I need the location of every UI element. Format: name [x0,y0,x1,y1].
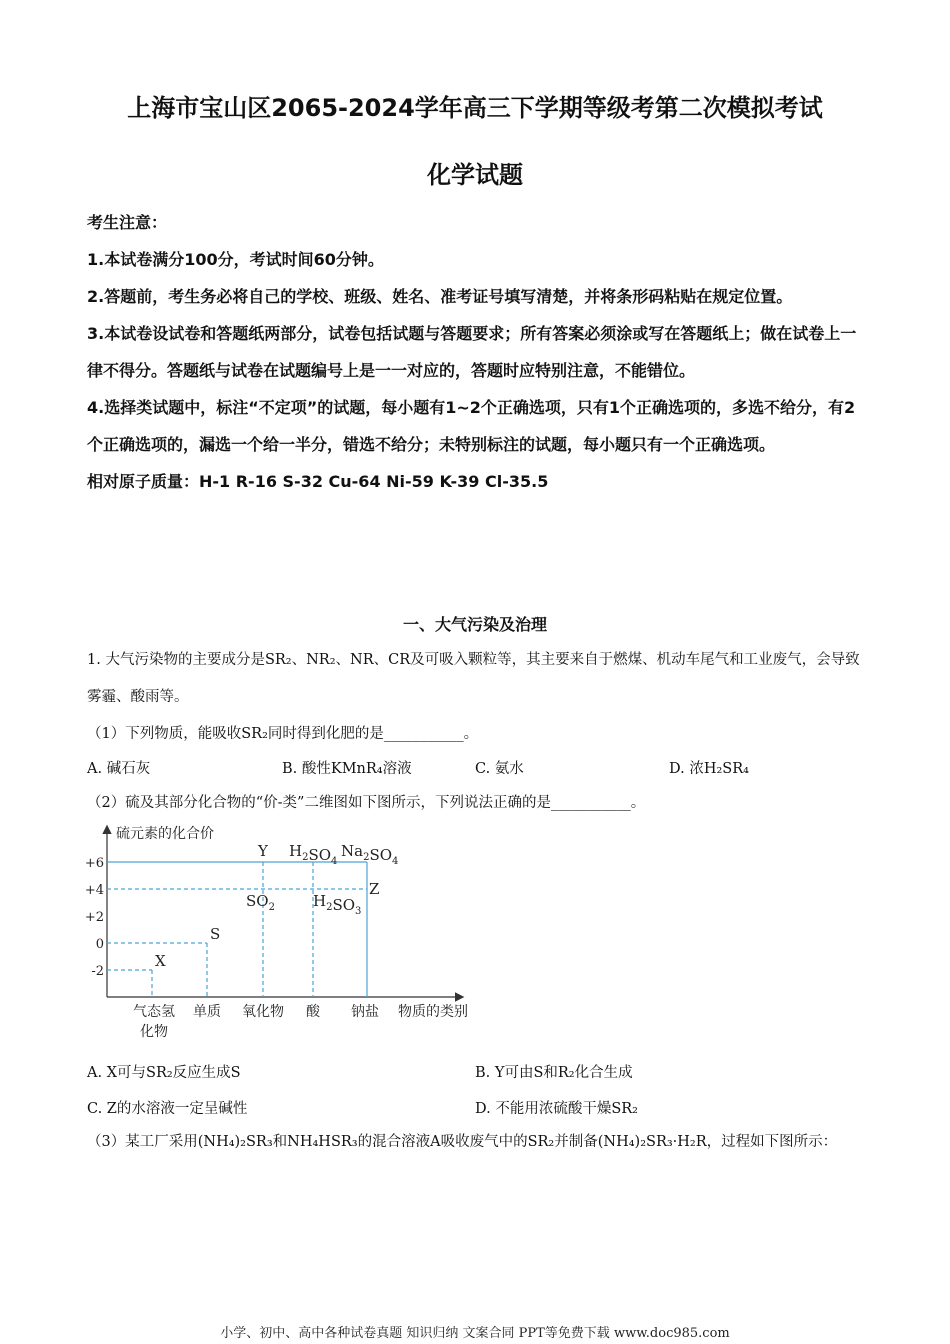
x-category-label: 氧化物 [242,1004,284,1020]
option-d[interactable]: D. 浓H₂SR₄ [669,761,749,777]
sub-question-3: （3）某工厂采用(NH₄)₂SR₃和NH₄HSR₃的混合溶液A吸收废气中的SR₂并制备(NH₄)₂SR₃·H₂R，过程如下图所示： [87,1134,838,1150]
x-category-label: 化物 [140,1024,168,1040]
candidate-notes [87,204,867,500]
question-stem: 1. 大气污染物的主要成分是SR₂、NR₂、NR、CR及可吸入颗粒等，其主要来自于燃煤、机动车尾气和工业废气，会导致雾霾、酸雨等。 [87,652,860,705]
sub-question-2: （2）硫及其部分化合物的“价-类”二维图如下图所示，下列说法正确的是___________。 [87,795,646,811]
question-1 [87,642,872,753]
sub2-options-row2 [87,1097,872,1127]
option-b[interactable]: B. Y可由S和R₂化合生成 [475,1065,633,1081]
point-label: X [155,952,166,970]
x-category-label: 气态氢 [133,1004,175,1020]
sub2-options-row1 [87,1061,872,1091]
exam-title: 上海市宝山区2065-2024学年高三下学期等级考第二次模拟考试 [127,94,823,122]
option-a[interactable]: A. 碱石灰 [87,761,151,777]
note-item: 4.选择类试题中，标注“不定项”的试题，每小题有1~2个正确选项，只有1个正确选项的，多选不给分，有2个正确选项的，漏选一个给一半分，错选不给分；未特别标注的试题，每小题只有一个正确选项。 [87,398,856,454]
option-b[interactable]: B. 酸性KMnR₄溶液 [282,761,412,777]
option-c[interactable]: C. Z的水溶液一定呈碱性 [87,1101,248,1117]
point-label: $H_2SO_3$ [313,892,362,917]
point-label: $Na_2SO_4$ [341,842,399,867]
note-item: 3.本试卷设试卷和答题纸两部分，试卷包括试题与答题要求；所有答案必须涂或写在答题纸上；做在试卷上一律不得分。答题纸与试卷在试题编号上是一一对应的，答题时应特别注意，不能错位。 [87,324,857,380]
section-title: 一、大气污染及治理 [402,615,547,634]
point-label: $SO_2$ [246,892,275,913]
point-label: Y [258,842,268,860]
point-label: S [210,925,221,943]
x-category-label: 酸 [306,1004,320,1020]
atomic-masses: 相对原子质量：H-1 R-16 S-32 Cu-64 Ni-59 K-39 Cl-35.5 [87,472,549,491]
option-d[interactable]: D. 不能用浓硫酸干燥SR₂ [475,1101,638,1117]
sub1-options [87,757,872,787]
note-item: 1.本试卷满分100分，考试时间60分钟。 [87,250,384,269]
x-category-label: 单质 [193,1004,221,1020]
y-tick-label: +4 [84,883,104,898]
page-footer: 小学、初中、高中各种试卷真题 知识归纳 文案合同 PPT等免费下载 www.doc985.com [220,1326,730,1341]
x-axis-label: 物质的类别 [398,1004,468,1020]
sub-question-3-wrap [87,1124,872,1161]
option-a[interactable]: A. X可与SR₂反应生成S [87,1065,241,1081]
sub-question-1: （1）下列物质，能吸收SR₂同时得到化肥的是___________。 [87,726,479,742]
point-label: $H_2SO_4$ [289,842,338,867]
note-item: 2.答题前，考生务必将自己的学校、班级、姓名、准考证号填写清楚，并将条形码粘贴在规定位置。 [87,287,793,306]
y-tick-label: -2 [91,964,104,979]
notes-heading: 考生注意： [87,213,168,232]
valence-class-chart [80,817,500,1045]
y-axis-label: 硫元素的化合价 [116,826,214,842]
point-label: Z [369,880,380,898]
option-c[interactable]: C. 氨水 [475,761,524,777]
y-tick-label: +6 [84,856,104,871]
x-category-label: 钠盐 [351,1004,379,1020]
exam-subject-title: 化学试题 [427,161,523,189]
y-tick-label: +2 [84,910,104,925]
y-tick-label: 0 [95,937,104,952]
